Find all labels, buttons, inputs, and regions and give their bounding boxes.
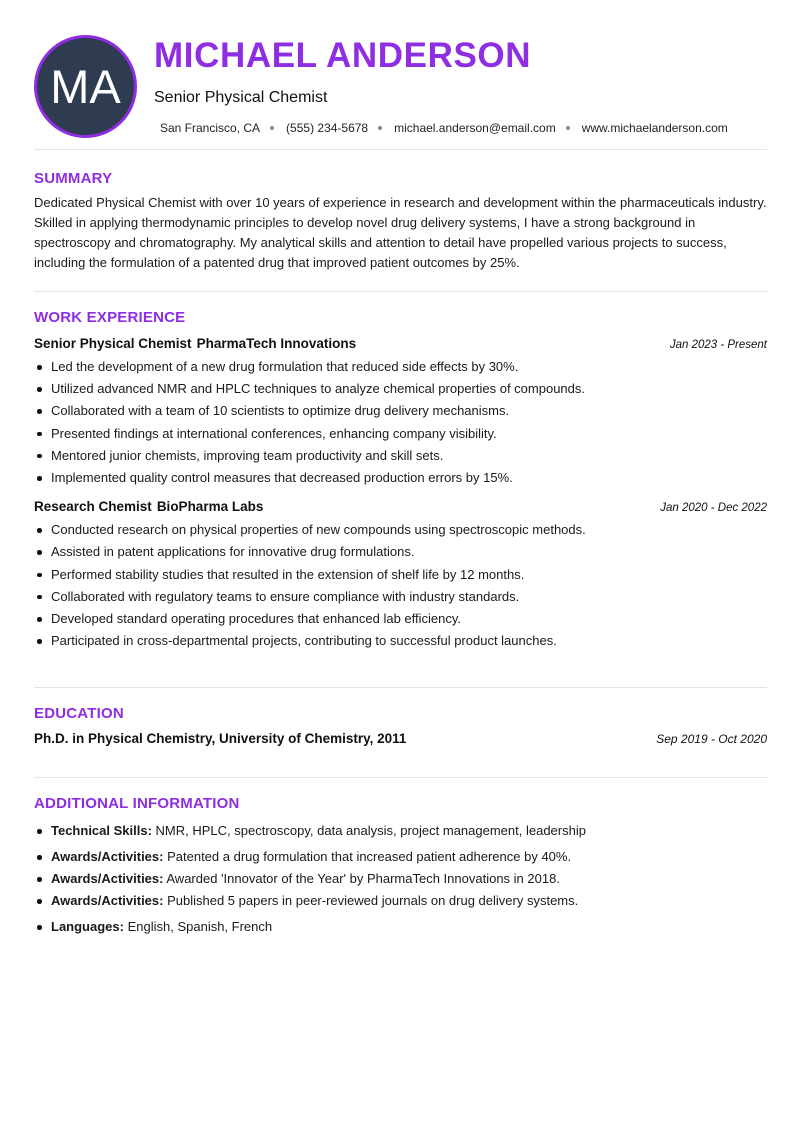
- contact-email[interactable]: michael.anderson@email.com: [394, 121, 556, 135]
- job-bullet: Mentored junior chemists, improving team productivity and skill sets.: [51, 445, 767, 467]
- job-bullet: Conducted research on physical properties of new compounds using spectroscopic methods.: [51, 519, 767, 541]
- additional-item-label: Technical Skills:: [51, 823, 152, 838]
- additional-item: [51, 868, 767, 890]
- job-company: BioPharma Labs: [156, 499, 264, 515]
- additional-item: [51, 916, 767, 938]
- avatar: [34, 35, 137, 138]
- job-bullet: Presented findings at international conferences, enhancing company visibility.: [51, 423, 767, 445]
- summary-text: Dedicated Physical Chemist with over 10 years of experience in research and development within the pharmaceuticals industry. Skilled in applying thermodynamic principles to develop novel drug delivery systems, I have a strong background in spectroscopy and chromatography. My analytical skills and attention to detail have propelled various projects to success, including the formulation of a patented drug that improved patient outcomes by 25%.: [34, 195, 767, 270]
- job-bullets: [51, 356, 767, 489]
- job-bullet: Participated in cross-departmental projects, contributing to successful product launches.: [51, 630, 767, 652]
- additional-item-text: English, Spanish, French: [127, 919, 273, 934]
- job-header: [34, 499, 767, 514]
- job-bullet: Assisted in patent applications for innovative drug formulations.: [51, 541, 767, 563]
- job-entry: [34, 499, 767, 652]
- job-role: [34, 336, 356, 351]
- additional-information-heading: ADDITIONAL INFORMATION: [34, 795, 240, 812]
- job-date: Jan 2020 - Dec 2022: [660, 502, 767, 515]
- candidate-title: Senior Physical Chemist: [154, 89, 328, 106]
- job-date: Jan 2023 - Present: [669, 339, 767, 351]
- additional-item-text: Published 5 papers in peer-reviewed journals on drug delivery systems.: [167, 893, 579, 908]
- additional-item-label: Languages:: [51, 919, 124, 934]
- contact-line: [160, 121, 728, 135]
- summary-section: [34, 150, 767, 292]
- additional-item-label: Awards/Activities:: [51, 849, 164, 864]
- additional-item: [51, 890, 767, 912]
- education-degree: Ph.D. in Physical Chemistry, University of Chemistry, 2011: [34, 731, 407, 746]
- resume-header: [34, 0, 767, 150]
- job-bullet: Led the development of a new drug formulation that reduced side effects by 30%.: [51, 356, 767, 378]
- education-date: Sep 2019 - Oct 2020: [656, 732, 767, 746]
- education-entry: [34, 731, 767, 746]
- education-heading: EDUCATION: [34, 705, 124, 722]
- job-header: [34, 336, 767, 351]
- additional-list: [51, 820, 767, 938]
- contact-website[interactable]: www.michaelanderson.com: [581, 121, 728, 135]
- additional-item: [51, 820, 767, 842]
- work-experience-section: [34, 292, 767, 688]
- job-bullet: Performed stability studies that resulted in the extension of shelf life by 12 months.: [51, 564, 767, 586]
- additional-item: [51, 846, 767, 868]
- job-title: Senior Physical Chemist: [34, 336, 192, 351]
- separator-dot-icon: [270, 126, 274, 130]
- additional-item-label: Awards/Activities:: [51, 871, 164, 886]
- job-company: PharmaTech Innovations: [196, 336, 357, 351]
- additional-item-text: NMR, HPLC, spectroscopy, data analysis, project management, leadership: [155, 823, 586, 838]
- job-entry: [34, 336, 767, 489]
- additional-information-section: [34, 778, 767, 938]
- contact-phone: (555) 234-5678: [286, 121, 369, 135]
- summary-heading: SUMMARY: [34, 170, 113, 187]
- additional-item-text: Patented a drug formulation that increased patient adherence by 40%.: [167, 849, 572, 864]
- education-section: [34, 688, 767, 778]
- additional-item-text: Awarded 'Innovator of the Year' by PharmaTech Innovations in 2018.: [166, 871, 560, 886]
- candidate-name: MICHAEL ANDERSON: [154, 36, 532, 75]
- job-bullet: Developed standard operating procedures that enhanced lab efficiency.: [51, 608, 767, 630]
- job-bullet: Collaborated with a team of 10 scientists to optimize drug delivery mechanisms.: [51, 400, 767, 422]
- separator-dot-icon: [378, 126, 382, 130]
- contact-location: San Francisco, CA: [160, 121, 261, 135]
- job-bullets: [51, 519, 767, 652]
- job-bullet: Collaborated with regulatory teams to ensure compliance with industry standards.: [51, 586, 767, 608]
- work-experience-heading: WORK EXPERIENCE: [34, 309, 186, 326]
- additional-item-label: Awards/Activities:: [51, 893, 164, 908]
- job-bullet: Implemented quality control measures that decreased production errors by 15%.: [51, 467, 767, 489]
- job-role: [34, 499, 263, 514]
- separator-dot-icon: [566, 126, 570, 130]
- job-title: Research Chemist: [34, 499, 152, 515]
- job-bullet: Utilized advanced NMR and HPLC techniques to analyze chemical properties of compounds.: [51, 378, 767, 400]
- avatar-initials: MA: [50, 60, 121, 113]
